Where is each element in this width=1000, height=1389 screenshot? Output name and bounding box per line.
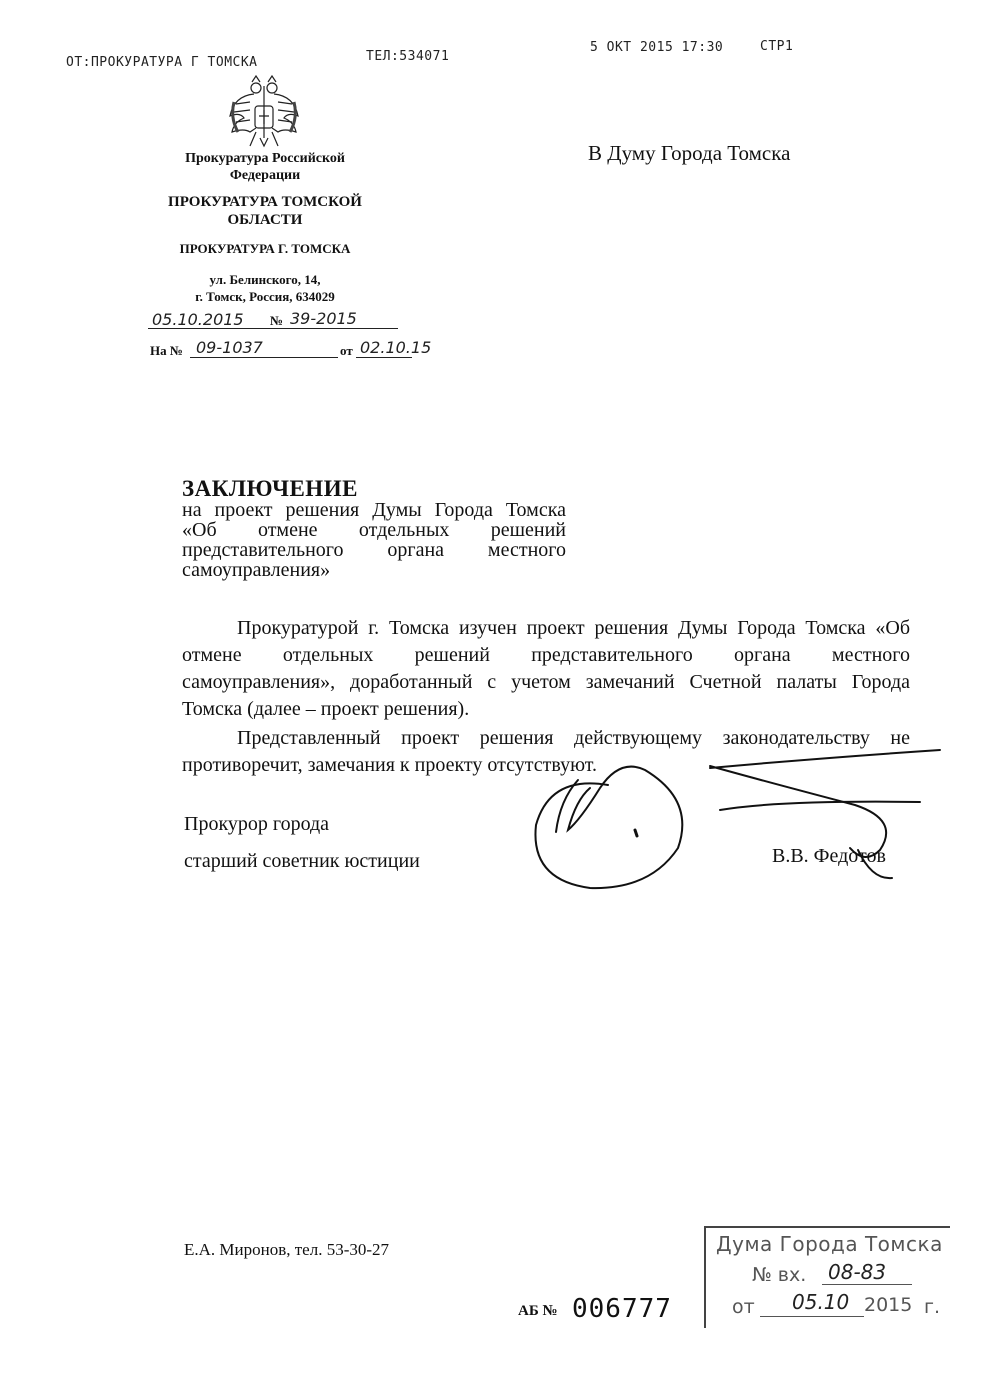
stamp-org: Дума Города Томска — [716, 1232, 943, 1256]
paragraph-line: Прокуратурой г. Томска изучен проект решения Думы Города Томска «Об — [237, 617, 910, 639]
sender-org-region: ПРОКУРАТУРА ТОМСКОЙ ОБЛАСТИ — [168, 194, 362, 228]
fax-from: ОТ:ПРОКУРАТУРА Г ТОМСКА — [66, 55, 258, 70]
subtitle-line: представительного органа местного — [182, 539, 566, 561]
subtitle-line: «Об отмене отдельных решений — [182, 519, 566, 541]
stamp-year-suffix: г. — [924, 1296, 941, 1318]
document-title: ЗАКЛЮЧЕНИЕ — [182, 476, 358, 501]
handwritten-signature — [520, 730, 960, 900]
reference-number-line — [190, 357, 338, 358]
reference-date-line — [356, 357, 412, 358]
subtitle-line: на проект решения Думы Города Томска — [182, 499, 566, 521]
outgoing-number-label: № — [270, 313, 284, 328]
outgoing-number: 39-2015 — [290, 309, 357, 328]
reference-number: 09-1037 — [196, 338, 263, 357]
paragraph-line: самоуправления», доработанный с учетом замечаний Счетной палаты Города — [182, 671, 910, 693]
fax-datetime: 5 ОКТ 2015 17:30 — [590, 40, 724, 55]
sender-address-city: г. Томск, Россия, 634029 — [195, 289, 335, 304]
stamp-incoming-number: 08-83 — [828, 1260, 887, 1284]
executor-contact: Е.А. Миронов, тел. 53-30-27 — [184, 1240, 390, 1259]
paragraph-line: Томска (далее – проект решения). — [182, 698, 470, 720]
reference-date-label: от — [340, 343, 353, 358]
registration-stamp — [704, 1226, 950, 1328]
signer-rank: старший советник юстиции — [184, 850, 420, 872]
coat-of-arms-emblem — [226, 72, 302, 152]
stamp-incoming-label: № вх. — [752, 1264, 807, 1286]
paragraph-line: Представленный проект решения действующему законодательству не — [237, 727, 910, 749]
reference-date: 02.10.15 — [360, 338, 432, 357]
sender-address-street: ул. Белинского, 14, — [209, 272, 321, 287]
stamp-incoming-line — [822, 1284, 912, 1285]
paragraph-line: противоречит, замечания к проекту отсутствуют. — [182, 754, 597, 776]
fax-page: СТР1 — [760, 39, 794, 54]
signer-name: В.В. Федотов — [772, 845, 886, 867]
fax-phone: ТЕЛ:534071 — [366, 49, 450, 64]
stamp-date-label: от — [732, 1296, 755, 1318]
paragraph-line: отмене отдельных решений представительного органа местного — [182, 644, 910, 666]
stamp-year: 2015 — [864, 1294, 913, 1316]
stamp-date-line — [760, 1316, 864, 1317]
form-number-label: АБ № — [518, 1303, 558, 1319]
subtitle-line: самоуправления» — [182, 559, 331, 581]
form-number: 006777 — [572, 1294, 672, 1324]
outgoing-date: 05.10.2015 — [152, 310, 244, 329]
signer-position: Прокурор города — [184, 813, 330, 835]
stamp-date: 05.10 — [792, 1290, 850, 1314]
document-subtitle — [182, 500, 566, 580]
sender-org-federation: Прокуратура Российской Федерации — [185, 151, 345, 183]
recipient: В Думу Города Томска — [588, 141, 791, 165]
sender-org-city: ПРОКУРАТУРА Г. ТОМСКА — [179, 241, 351, 256]
reference-number-label: На № — [150, 343, 183, 358]
